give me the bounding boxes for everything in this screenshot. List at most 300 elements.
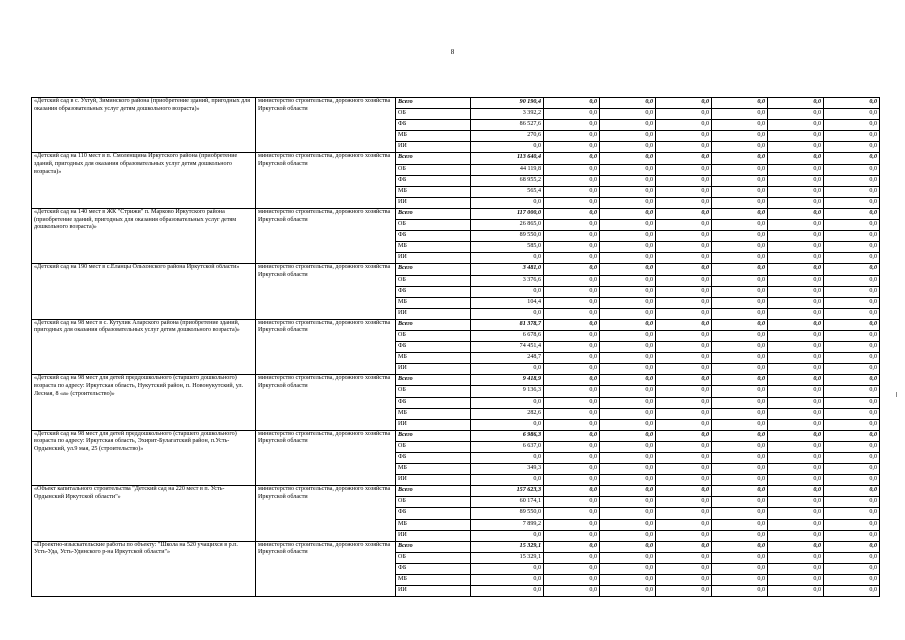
responsible-executor: министерство строительства, дорожного хозяйства Иркутской области (256, 208, 396, 263)
total-value: 89 550,0 (471, 508, 544, 519)
year-value: 0,0 (712, 541, 768, 552)
total-value: 89 550,0 (471, 231, 544, 242)
funding-source: Всего (396, 430, 471, 441)
year-value: 0,0 (712, 120, 768, 131)
table-row (32, 430, 880, 441)
total-value: 6 637,0 (471, 441, 544, 452)
year-value: 0,0 (768, 541, 824, 552)
total-value: 9 418,9 (471, 375, 544, 386)
year-value: 0,0 (824, 453, 880, 464)
total-value: 0,0 (471, 397, 544, 408)
year-value: 0,0 (768, 497, 824, 508)
year-value: 0,0 (656, 464, 712, 475)
funding-source: ФБ (396, 397, 471, 408)
year-value: 0,0 (824, 120, 880, 131)
year-value: 0,0 (544, 142, 600, 153)
total-value: 15 329,1 (471, 541, 544, 552)
total-value: 113 640,4 (471, 153, 544, 164)
year-value: 0,0 (824, 397, 880, 408)
year-value: 0,0 (768, 386, 824, 397)
year-value: 0,0 (656, 497, 712, 508)
table-row (32, 208, 880, 219)
year-value: 0,0 (656, 519, 712, 530)
year-value: 0,0 (600, 441, 656, 452)
year-value: 0,0 (824, 530, 880, 541)
table-row (32, 319, 880, 330)
total-value: 7 899,2 (471, 519, 544, 530)
year-value: 0,0 (656, 319, 712, 330)
year-value: 0,0 (656, 397, 712, 408)
year-value: 0,0 (600, 541, 656, 552)
year-value: 0,0 (768, 486, 824, 497)
funding-source: ФБ (396, 231, 471, 242)
total-value: 349,3 (471, 464, 544, 475)
year-value: 0,0 (824, 308, 880, 319)
year-value: 0,0 (600, 586, 656, 597)
year-value: 0,0 (768, 342, 824, 353)
year-value: 0,0 (600, 186, 656, 197)
funding-source: ОБ (396, 330, 471, 341)
year-value: 0,0 (544, 552, 600, 563)
funding-source: ФБ (396, 286, 471, 297)
year-value: 0,0 (600, 153, 656, 164)
year-value: 0,0 (768, 264, 824, 275)
table-row (32, 98, 880, 109)
year-value: 0,0 (544, 575, 600, 586)
year-value: 0,0 (768, 231, 824, 242)
year-value: 0,0 (712, 308, 768, 319)
year-value: 0,0 (712, 464, 768, 475)
year-value: 0,0 (656, 264, 712, 275)
year-value: 0,0 (600, 430, 656, 441)
year-value: 0,0 (656, 275, 712, 286)
year-value: 0,0 (656, 419, 712, 430)
year-value: 0,0 (712, 242, 768, 253)
year-value: 0,0 (600, 220, 656, 231)
year-value: 0,0 (824, 208, 880, 219)
year-value: 0,0 (656, 364, 712, 375)
responsible-executor: министерство строительства, дорожного хозяйства Иркутской области (256, 319, 396, 374)
year-value: 0,0 (656, 342, 712, 353)
year-value: 0,0 (768, 464, 824, 475)
year-value: 0,0 (824, 519, 880, 530)
project-name: «Детский сад в с. Ухтуй, Зиминского района (приобретение зданий, пригодных для оказания образовательных услуг детям дошкольного возраста)» (32, 98, 256, 153)
total-value: 270,6 (471, 131, 544, 142)
year-value: 0,0 (824, 575, 880, 586)
year-value: 0,0 (600, 308, 656, 319)
total-value: 86 527,6 (471, 120, 544, 131)
total-value: 282,6 (471, 408, 544, 419)
total-value: 6 986,3 (471, 430, 544, 441)
total-value: 0,0 (471, 142, 544, 153)
funding-source: Всего (396, 208, 471, 219)
year-value: 0,0 (712, 552, 768, 563)
total-value: 0,0 (471, 475, 544, 486)
project-name: «Детский сад на 98 мест для детей преддошкольного (старшего дошкольного) возраста по адресу: Иркутская область, Нукутский район, п. Новонукутский, ул. Лесная, 8 «а» (строительство)» (32, 375, 256, 430)
funding-source: Всего (396, 153, 471, 164)
year-value: 0,0 (600, 98, 656, 109)
total-value: 157 623,3 (471, 486, 544, 497)
year-value: 0,0 (768, 419, 824, 430)
year-value: 0,0 (824, 319, 880, 330)
year-value: 0,0 (600, 275, 656, 286)
year-value: 0,0 (712, 397, 768, 408)
year-value: 0,0 (712, 519, 768, 530)
year-value: 0,0 (768, 453, 824, 464)
total-value: 0,0 (471, 575, 544, 586)
year-value: 0,0 (544, 253, 600, 264)
year-value: 0,0 (712, 153, 768, 164)
year-value: 0,0 (656, 197, 712, 208)
funding-source: ИИ (396, 475, 471, 486)
year-value: 0,0 (656, 153, 712, 164)
funding-source: Всего (396, 486, 471, 497)
project-name: «Проектно-изыскательские работы по объекту: "Школа на 520 учащихся в р.п. Усть-Уда, Усть-Удинского р-на Иркутской области"» (32, 541, 256, 596)
year-value: 0,0 (600, 486, 656, 497)
year-value: 0,0 (712, 109, 768, 120)
year-value: 0,0 (712, 497, 768, 508)
year-value: 0,0 (824, 242, 880, 253)
responsible-executor: министерство строительства, дорожного хозяйства Иркутской области (256, 486, 396, 541)
total-value: 117 000,0 (471, 208, 544, 219)
funding-source: МБ (396, 575, 471, 586)
funding-source: МБ (396, 519, 471, 530)
year-value: 0,0 (544, 319, 600, 330)
total-value: 3 392,2 (471, 109, 544, 120)
year-value: 0,0 (824, 297, 880, 308)
project-name: «Детский сад на 190 мест в с.Еланцы Ольхонского района Иркутской области» (32, 264, 256, 319)
year-value: 0,0 (600, 264, 656, 275)
year-value: 0,0 (712, 319, 768, 330)
year-value: 0,0 (544, 186, 600, 197)
year-value: 0,0 (712, 286, 768, 297)
responsible-executor: министерство строительства, дорожного хозяйства Иркутской области (256, 153, 396, 208)
year-value: 0,0 (712, 231, 768, 242)
budget-table (31, 97, 880, 597)
year-value: 0,0 (768, 308, 824, 319)
year-value: 0,0 (544, 264, 600, 275)
funding-source: МБ (396, 464, 471, 475)
year-value: 0,0 (600, 375, 656, 386)
responsible-executor: министерство строительства, дорожного хозяйства Иркутской области (256, 264, 396, 319)
year-value: 0,0 (824, 486, 880, 497)
year-value: 0,0 (712, 486, 768, 497)
year-value: 0,0 (768, 397, 824, 408)
year-value: 0,0 (544, 375, 600, 386)
year-value: 0,0 (656, 375, 712, 386)
year-value: 0,0 (600, 319, 656, 330)
margin-mark (896, 392, 900, 397)
year-value: 0,0 (544, 364, 600, 375)
year-value: 0,0 (544, 342, 600, 353)
year-value: 0,0 (768, 286, 824, 297)
year-value: 0,0 (600, 131, 656, 142)
year-value: 0,0 (768, 98, 824, 109)
year-value: 0,0 (544, 197, 600, 208)
year-value: 0,0 (712, 530, 768, 541)
year-value: 0,0 (824, 264, 880, 275)
year-value: 0,0 (712, 253, 768, 264)
year-value: 0,0 (824, 164, 880, 175)
year-value: 0,0 (824, 408, 880, 419)
year-value: 0,0 (656, 575, 712, 586)
year-value: 0,0 (544, 131, 600, 142)
year-value: 0,0 (768, 575, 824, 586)
year-value: 0,0 (544, 98, 600, 109)
funding-source: ОБ (396, 275, 471, 286)
year-value: 0,0 (600, 286, 656, 297)
year-value: 0,0 (600, 330, 656, 341)
year-value: 0,0 (712, 375, 768, 386)
year-value: 0,0 (712, 453, 768, 464)
funding-source: ОБ (396, 220, 471, 231)
year-value: 0,0 (600, 419, 656, 430)
year-value: 0,0 (712, 441, 768, 452)
page-number: 8 (450, 48, 455, 56)
year-value: 0,0 (600, 342, 656, 353)
funding-source: ИИ (396, 142, 471, 153)
year-value: 0,0 (768, 552, 824, 563)
year-value: 0,0 (600, 475, 656, 486)
funding-source: ИИ (396, 364, 471, 375)
year-value: 0,0 (544, 419, 600, 430)
year-value: 0,0 (600, 297, 656, 308)
table-row (32, 486, 880, 497)
year-value: 0,0 (656, 563, 712, 574)
year-value: 0,0 (768, 220, 824, 231)
year-value: 0,0 (824, 353, 880, 364)
funding-source: ОБ (396, 441, 471, 452)
total-value: 44 119,8 (471, 164, 544, 175)
year-value: 0,0 (768, 364, 824, 375)
year-value: 0,0 (656, 175, 712, 186)
year-value: 0,0 (656, 308, 712, 319)
year-value: 0,0 (768, 208, 824, 219)
year-value: 0,0 (600, 397, 656, 408)
funding-source: ОБ (396, 497, 471, 508)
year-value: 0,0 (600, 231, 656, 242)
year-value: 0,0 (824, 441, 880, 452)
funding-source: ОБ (396, 552, 471, 563)
year-value: 0,0 (712, 164, 768, 175)
year-value: 0,0 (656, 164, 712, 175)
year-value: 0,0 (712, 264, 768, 275)
funding-source: ОБ (396, 109, 471, 120)
year-value: 0,0 (824, 419, 880, 430)
year-value: 0,0 (656, 330, 712, 341)
year-value: 0,0 (544, 297, 600, 308)
year-value: 0,0 (544, 486, 600, 497)
year-value: 0,0 (824, 186, 880, 197)
total-value: 565,4 (471, 186, 544, 197)
year-value: 0,0 (768, 164, 824, 175)
funding-source: МБ (396, 408, 471, 419)
year-value: 0,0 (544, 519, 600, 530)
funding-source: МБ (396, 186, 471, 197)
year-value: 0,0 (712, 419, 768, 430)
year-value: 0,0 (656, 253, 712, 264)
year-value: 0,0 (768, 475, 824, 486)
year-value: 0,0 (824, 220, 880, 231)
table-row (32, 153, 880, 164)
year-value: 0,0 (712, 330, 768, 341)
year-value: 0,0 (544, 563, 600, 574)
year-value: 0,0 (544, 175, 600, 186)
year-value: 0,0 (768, 330, 824, 341)
year-value: 0,0 (656, 142, 712, 153)
table-row (32, 264, 880, 275)
year-value: 0,0 (768, 253, 824, 264)
year-value: 0,0 (824, 142, 880, 153)
year-value: 0,0 (768, 186, 824, 197)
year-value: 0,0 (600, 386, 656, 397)
year-value: 0,0 (600, 197, 656, 208)
year-value: 0,0 (600, 175, 656, 186)
project-name: «Объект капитального строительства "Детский сад на 220 мест в п. Усть-Ордынский Иркутской области"» (32, 486, 256, 541)
year-value: 0,0 (544, 164, 600, 175)
year-value: 0,0 (600, 563, 656, 574)
year-value: 0,0 (600, 109, 656, 120)
year-value: 0,0 (544, 330, 600, 341)
funding-source: ФБ (396, 453, 471, 464)
year-value: 0,0 (712, 575, 768, 586)
year-value: 0,0 (768, 120, 824, 131)
year-value: 0,0 (712, 142, 768, 153)
year-value: 0,0 (768, 353, 824, 364)
year-value: 0,0 (656, 430, 712, 441)
total-value: 104,4 (471, 297, 544, 308)
year-value: 0,0 (712, 508, 768, 519)
year-value: 0,0 (824, 342, 880, 353)
year-value: 0,0 (824, 552, 880, 563)
funding-source: МБ (396, 131, 471, 142)
year-value: 0,0 (544, 453, 600, 464)
year-value: 0,0 (544, 220, 600, 231)
year-value: 0,0 (544, 530, 600, 541)
year-value: 0,0 (824, 375, 880, 386)
year-value: 0,0 (544, 475, 600, 486)
year-value: 0,0 (600, 253, 656, 264)
year-value: 0,0 (824, 275, 880, 286)
responsible-executor: министерство строительства, дорожного хозяйства Иркутской области (256, 541, 396, 596)
funding-source: ФБ (396, 342, 471, 353)
year-value: 0,0 (544, 508, 600, 519)
year-value: 0,0 (712, 175, 768, 186)
year-value: 0,0 (600, 353, 656, 364)
year-value: 0,0 (768, 375, 824, 386)
total-value: 90 190,4 (471, 98, 544, 109)
year-value: 0,0 (712, 353, 768, 364)
total-value: 6 678,6 (471, 330, 544, 341)
year-value: 0,0 (768, 508, 824, 519)
year-value: 0,0 (544, 286, 600, 297)
table-row (32, 541, 880, 552)
year-value: 0,0 (824, 563, 880, 574)
total-value: 26 865,0 (471, 220, 544, 231)
year-value: 0,0 (712, 364, 768, 375)
year-value: 0,0 (824, 153, 880, 164)
year-value: 0,0 (544, 441, 600, 452)
year-value: 0,0 (544, 397, 600, 408)
year-value: 0,0 (824, 175, 880, 186)
table-body (32, 98, 880, 597)
year-value: 0,0 (712, 275, 768, 286)
year-value: 0,0 (824, 131, 880, 142)
total-value: 60 174,1 (471, 497, 544, 508)
year-value: 0,0 (656, 586, 712, 597)
year-value: 0,0 (656, 386, 712, 397)
year-value: 0,0 (824, 475, 880, 486)
year-value: 0,0 (768, 430, 824, 441)
year-value: 0,0 (712, 430, 768, 441)
year-value: 0,0 (544, 464, 600, 475)
year-value: 0,0 (656, 98, 712, 109)
year-value: 0,0 (712, 297, 768, 308)
year-value: 0,0 (544, 109, 600, 120)
year-value: 0,0 (824, 109, 880, 120)
funding-source: ИИ (396, 253, 471, 264)
project-name: «Детский сад на 140 мест в ЖК "Стрижи" п. Марково Иркутского района (приобретение зданий, пригодных для оказания образовательных услуг детям дошкольного возраста)» (32, 208, 256, 263)
total-value: 0,0 (471, 197, 544, 208)
total-value: 0,0 (471, 453, 544, 464)
year-value: 0,0 (824, 231, 880, 242)
year-value: 0,0 (656, 231, 712, 242)
funding-source: МБ (396, 242, 471, 253)
year-value: 0,0 (544, 231, 600, 242)
year-value: 0,0 (600, 575, 656, 586)
year-value: 0,0 (768, 275, 824, 286)
year-value: 0,0 (600, 530, 656, 541)
year-value: 0,0 (768, 408, 824, 419)
year-value: 0,0 (600, 408, 656, 419)
year-value: 0,0 (656, 109, 712, 120)
year-value: 0,0 (656, 208, 712, 219)
total-value: 3 376,6 (471, 275, 544, 286)
total-value: 0,0 (471, 530, 544, 541)
table-row (32, 375, 880, 386)
year-value: 0,0 (768, 131, 824, 142)
year-value: 0,0 (712, 586, 768, 597)
year-value: 0,0 (712, 186, 768, 197)
year-value: 0,0 (656, 441, 712, 452)
year-value: 0,0 (544, 541, 600, 552)
funding-source: ОБ (396, 164, 471, 175)
year-value: 0,0 (544, 497, 600, 508)
total-value: 0,0 (471, 419, 544, 430)
year-value: 0,0 (824, 98, 880, 109)
funding-source: Всего (396, 264, 471, 275)
funding-source: ИИ (396, 197, 471, 208)
funding-source: Всего (396, 541, 471, 552)
year-value: 0,0 (768, 441, 824, 452)
year-value: 0,0 (712, 342, 768, 353)
year-value: 0,0 (600, 497, 656, 508)
funding-source: ФБ (396, 563, 471, 574)
year-value: 0,0 (824, 497, 880, 508)
total-value: 248,7 (471, 353, 544, 364)
funding-source: ФБ (396, 508, 471, 519)
year-value: 0,0 (600, 208, 656, 219)
year-value: 0,0 (656, 530, 712, 541)
year-value: 0,0 (544, 275, 600, 286)
year-value: 0,0 (656, 508, 712, 519)
total-value: 0,0 (471, 253, 544, 264)
funding-source: ИИ (396, 308, 471, 319)
total-value: 0,0 (471, 286, 544, 297)
year-value: 0,0 (824, 430, 880, 441)
year-value: 0,0 (544, 430, 600, 441)
year-value: 0,0 (544, 408, 600, 419)
